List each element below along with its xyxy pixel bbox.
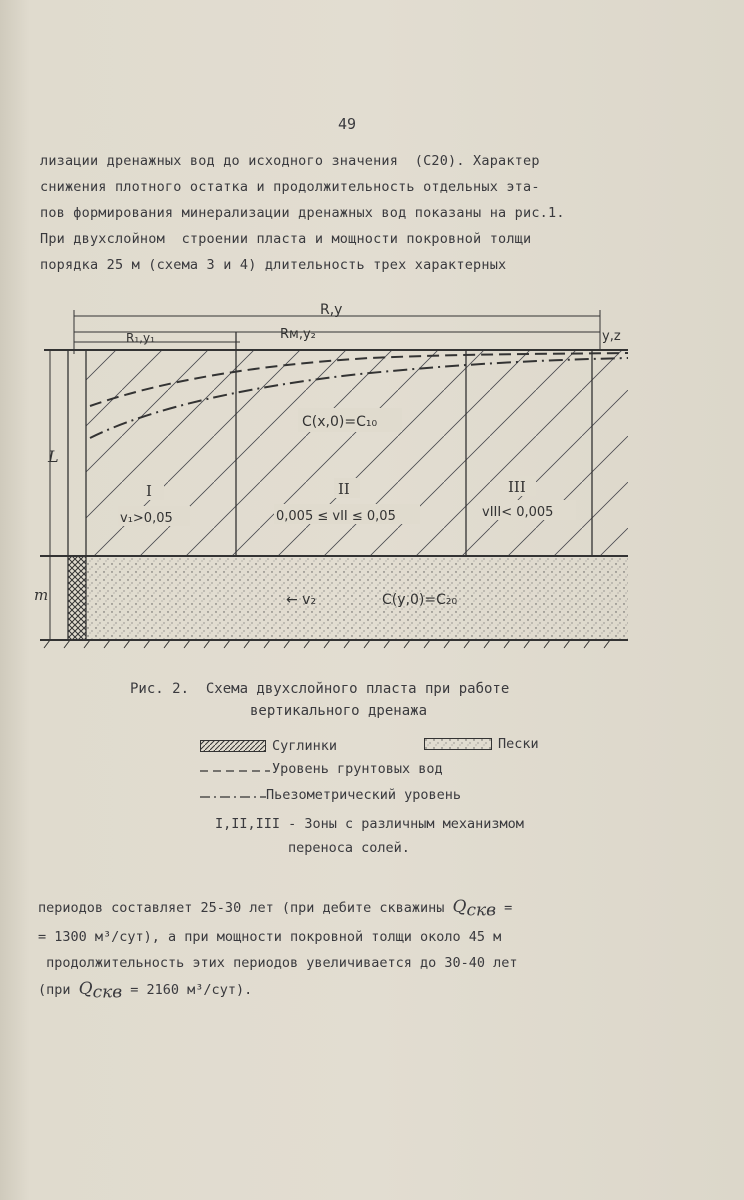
- well-filter: [68, 556, 86, 640]
- text-line: снижения плотного остатка и продолжительность отдельных эта-: [40, 179, 540, 195]
- legend-piezometric-label: Пьезометрический уровень: [266, 787, 462, 803]
- base-hatch-ticks: [44, 640, 610, 648]
- label-L: L: [48, 447, 59, 466]
- legend-zones-line-1: I,II,III - Зоны с различным механизмом: [215, 816, 524, 832]
- paragraph-1: [40, 148, 720, 278]
- text-line: пов формирования минерализации дренажных вод показаны на рис.1.: [40, 205, 565, 221]
- q-symbol: Q: [78, 978, 93, 999]
- text-line: лизации дренажных вод до исходного значения (C20). Характер: [40, 153, 540, 169]
- aquifer-diagram: [30, 298, 630, 658]
- text-line: = 1300 м³/сут), а при мощности покровной толщи около 45 м: [38, 928, 502, 945]
- zone-3-condition: vIII< 0,005: [482, 505, 554, 520]
- legend-zones-line-2: переноса солей.: [288, 840, 410, 856]
- paragraph-2: [38, 894, 728, 1005]
- text-line: (при $Q_{скв} = 2160$ м³/сут).: [38, 978, 253, 1003]
- label-R-y: R,y: [320, 302, 343, 318]
- zone-2-condition: 0,005 ≤ vII ≤ 0,05: [276, 509, 396, 524]
- legend-groundwater-label: Уровень грунтовых вод: [272, 761, 443, 777]
- q-symbol: Q: [452, 897, 467, 917]
- caption-line-1: Рис. 2. Схема двухслойного пласта при работе: [130, 681, 510, 697]
- page-number: 49: [338, 115, 357, 133]
- text-line: При двухслойном строении пласта и мощности покровной толщи: [40, 231, 532, 247]
- label-v2: ← v₂: [286, 592, 317, 608]
- loam-swatch: [200, 740, 266, 752]
- text-line: порядка 25 м (схема 3 и 4) длительность трех характерных: [40, 257, 507, 273]
- legend-loam-label: Суглинки: [272, 738, 338, 754]
- zone-3-name: III: [508, 478, 526, 496]
- label-y-z: y,z: [602, 329, 621, 344]
- caption-line-2: вертикального дренажа: [250, 703, 428, 719]
- sand-swatch: [424, 738, 492, 750]
- legend-sand-label: Пески: [498, 736, 539, 752]
- text-line: продолжительность этих периодов увеличивается до 30-40 лет: [38, 954, 518, 971]
- label-C-bottom: C(y,0)=C₂₀: [382, 592, 458, 608]
- zone-1-condition: v₁>0,05: [120, 511, 173, 526]
- label-C-top: C(x,0)=C₁₀: [302, 414, 378, 430]
- label-m: m: [34, 586, 49, 604]
- text-line: периодов составляет 25-30 лет (при дебите скважины $Q_{скв}$ =: [38, 897, 513, 921]
- zone-2-name: II: [338, 480, 350, 498]
- piezometric-swatch: [200, 794, 266, 800]
- groundwater-swatch: [200, 768, 270, 774]
- sand-layer: [86, 556, 628, 640]
- label-R1-y1: R₁,y₁: [126, 331, 155, 345]
- label-Rm-y2: Rм,y₂: [280, 327, 316, 342]
- zone-1-name: I: [146, 482, 152, 500]
